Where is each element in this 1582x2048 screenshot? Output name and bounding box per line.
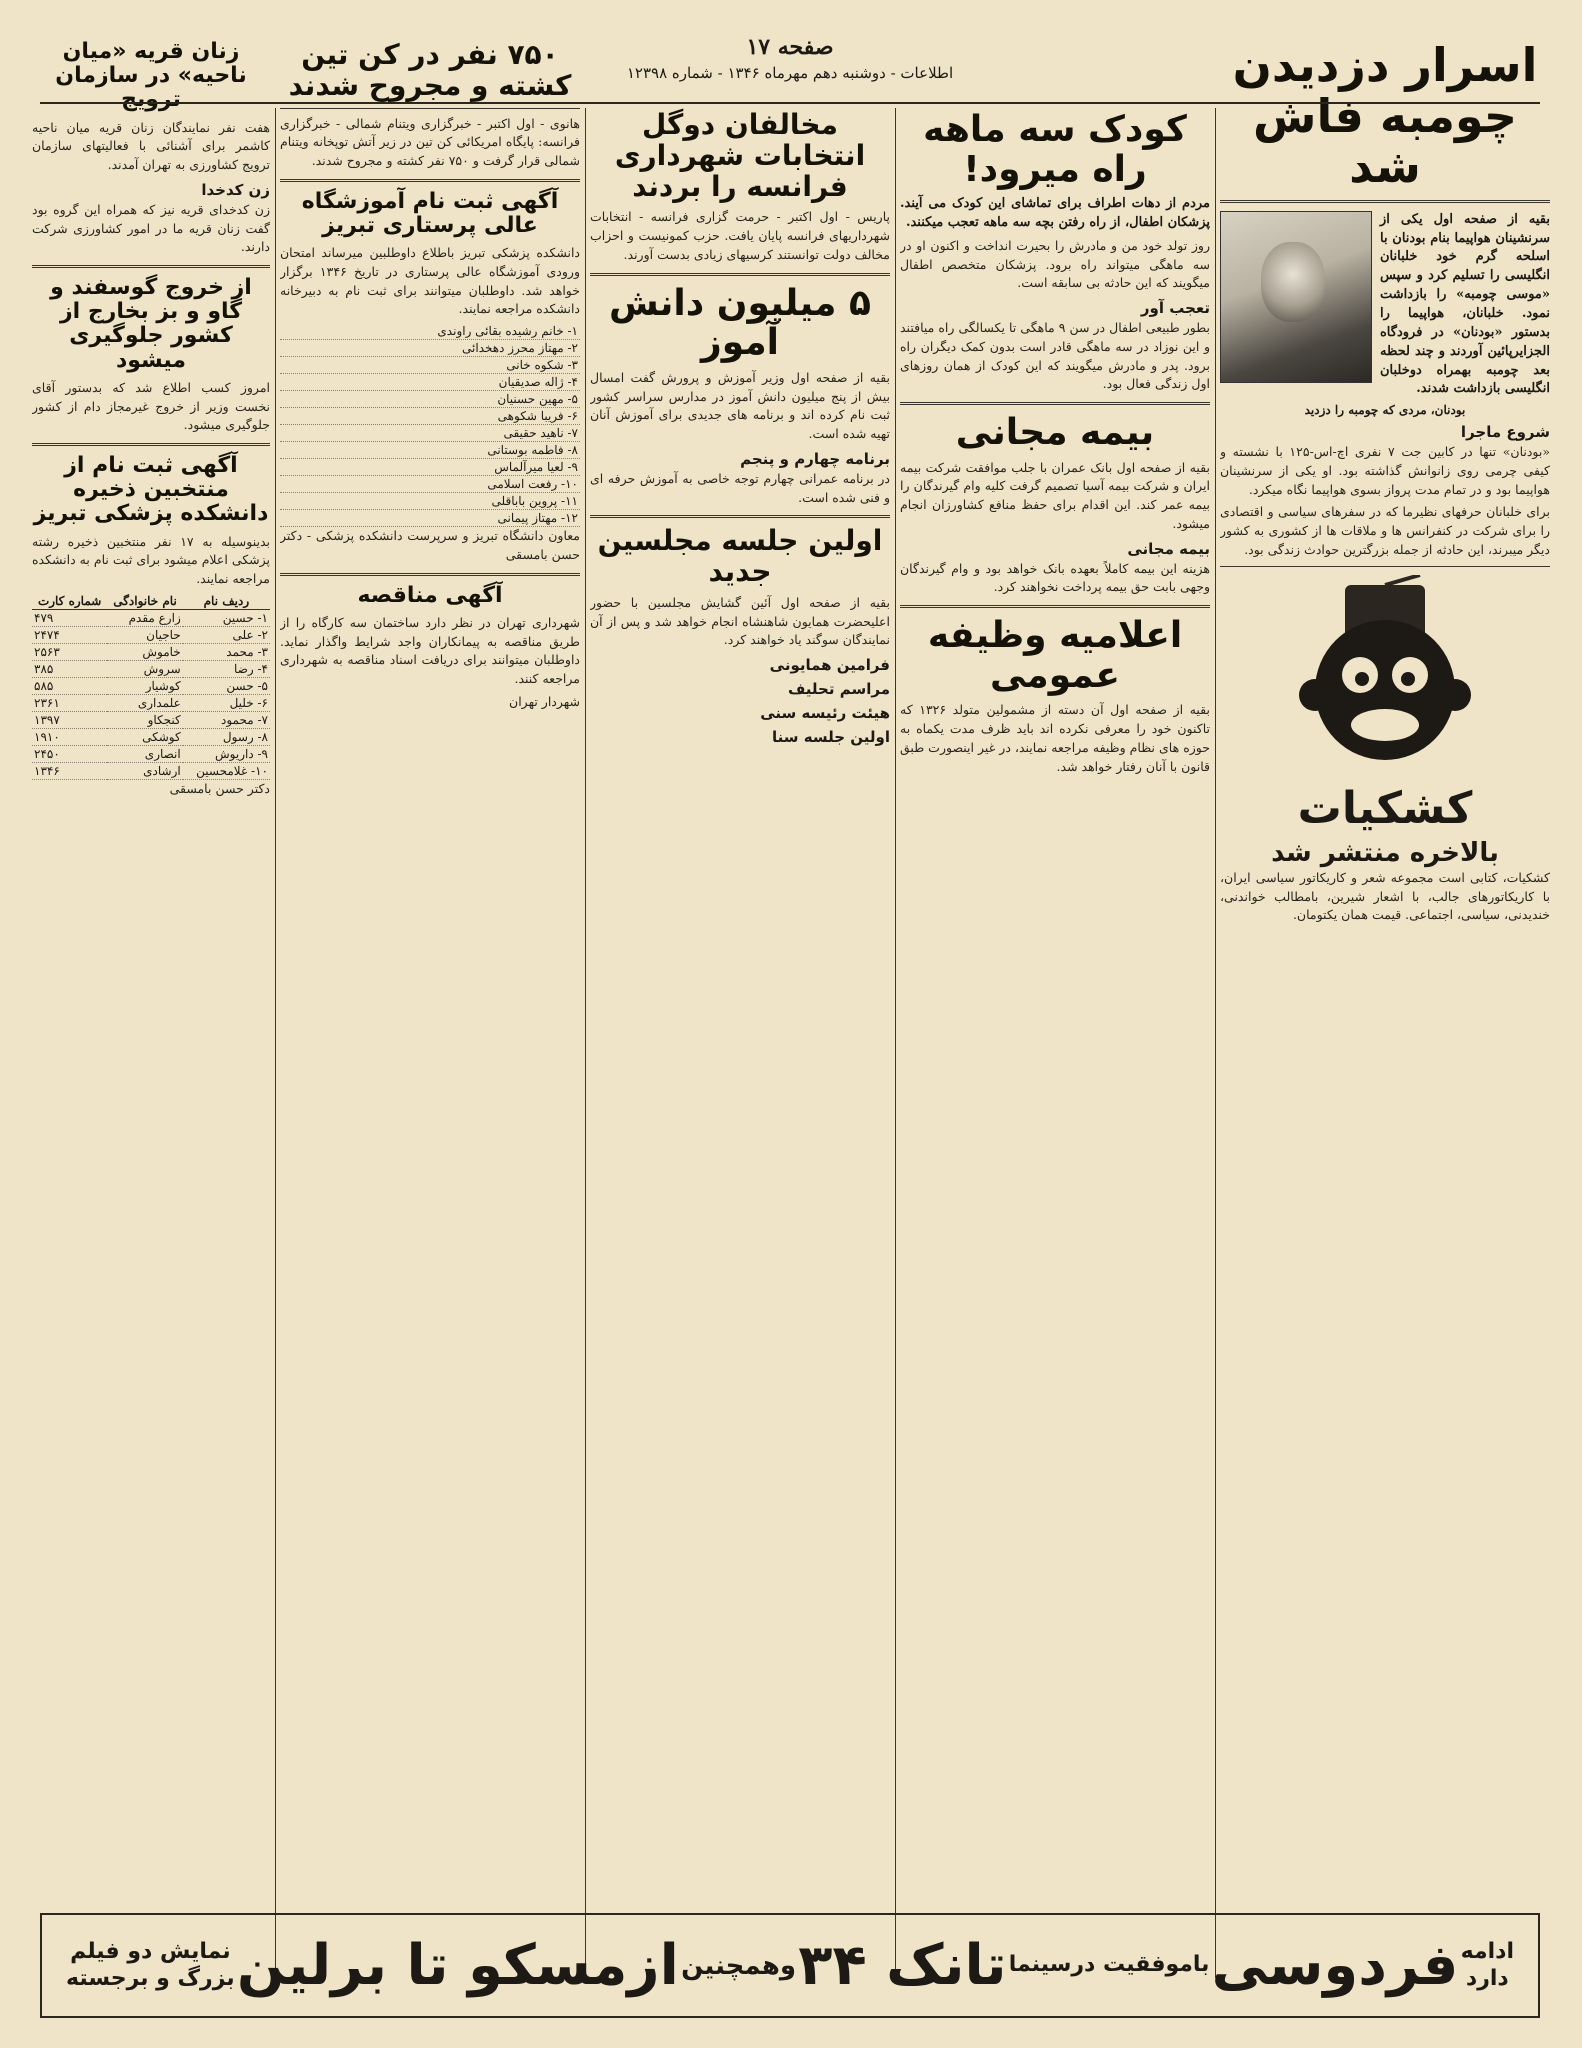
list-item-text: ۱۰- رفعت اسلامی: [280, 476, 580, 493]
table-row: [32, 711, 270, 728]
table-cell: ۱۳۹۷: [32, 711, 107, 728]
table-row: [32, 677, 270, 694]
table-cell: ۵- حسن: [183, 677, 270, 694]
list-item-text: ۳- شکوه خانی: [280, 357, 580, 374]
column-france: [590, 40, 890, 1620]
table-cell: ۵۸۵: [32, 677, 107, 694]
banner-intro-1: نمایش دو فیلم: [70, 1939, 231, 1965]
divider: [280, 573, 580, 576]
divider: [590, 273, 890, 276]
table-header: شماره کارت: [32, 593, 107, 610]
column-rule: [275, 108, 276, 1978]
column-chumbe: [1220, 40, 1550, 1620]
headline-conscription: اعلامیه وظیفه عمومی: [927, 615, 1183, 696]
banner-title-tank: تانک ۳۴: [798, 1933, 1007, 1998]
table-cell: ۷- محمود: [183, 711, 270, 728]
banner-intro: [66, 1939, 235, 1992]
divider: [32, 443, 270, 446]
article-body: دانشکده پزشکی تبریز باطلاع داوطلبین میرساند امتحان ورودی آموزشگاه عالی پرستاری در تاریخ ۱۳۴۶ برگزار خواهد شد. داوطلبان میتوانند برای ثبت نام به دبیرخانه دانشکده مراجعه نمایند.: [280, 245, 580, 317]
table-cell: ۸- رسول: [183, 728, 270, 745]
ad-brand-title: کشکیات: [1297, 782, 1473, 834]
table-cell: ۲۴۵۰: [32, 745, 107, 762]
table-row: [32, 728, 270, 745]
column-rule: [1215, 108, 1216, 1978]
list-item: [280, 425, 580, 442]
headline-livestock: از خروج گوسفند و گاو و بز بخارج از کشور جلوگیری میشود: [50, 275, 252, 373]
article-body: بقیه از صفحه اول وزیر آموزش و پرورش گفت امسال بیش از پنج میلیون دانش آموز در مدارس سراسر کشور ثبت نام کرده اند و برنامه های جدیدی برای آموزش آنان تهیه شده است.: [590, 369, 890, 442]
headline-vietnam: ۷۵۰ نفر در کن تین کشته و مجروح شدند: [288, 40, 572, 102]
subheading: فرامین همایونی: [769, 656, 890, 675]
ad-brand-text: کشکیات، کتابی است مجموعه شعر و کاریکاتور سیاسی ایران، با کاریکاتورهای جالب، با اشعار شیرین، بامطالب خواندنی، خندیدنی، سیاسی، اجتماعی. قیمت همان یکتومان.: [1220, 869, 1550, 923]
headline-france: مخالفان دوگل انتخابات شهرداری فرانسه را بردند: [614, 108, 866, 203]
banner-title-moscow: ازمسکو تا برلین: [236, 1933, 679, 1998]
column-rule: [895, 108, 896, 1978]
table-row: [32, 660, 270, 677]
article-body: هفت نفر نمایندگان زنان قریه میان ناحیه کاشمر برای آشنائی با فعالیتهای سازمان ترویج کشاورزی به تهران آمدند.: [32, 119, 270, 173]
table-cell: ۱- حسین: [183, 609, 270, 626]
table-cell: ۹- داریوش: [183, 745, 270, 762]
list-item: [280, 493, 580, 510]
divider: [900, 402, 1210, 405]
article-body: روز تولد خود من و مادرش را بحیرت انداخت و اکنون او در سه ماهگی میتواند راه برود. پزشکان متخصص اطفال میگویند که این حادثه بی سابقه است.: [900, 237, 1210, 291]
table-row: [32, 643, 270, 660]
divider: [900, 605, 1210, 608]
article-body: پاریس - اول اکتبر - حرمت گزاری فرانسه - انتخابات شهرداریهای فرانسه پایان یافت. حزب کمونیست و احزاب مخالف دولت توانستند کرسیهای زیادی بدست آورند.: [590, 209, 890, 262]
subheading: بیمه مجانی: [1127, 539, 1210, 558]
headline-chumbe: اسرار دزدیدن چومبه فاش شد: [1232, 40, 1538, 194]
table-cell: ۳- محمد: [183, 643, 270, 660]
signature: دکتر حسن بامسقی: [169, 780, 270, 796]
article-lead: بقیه از صفحه اول یکی از سرنشینان هواپیما بنام بودنان با اسلحه گرم خود خلبانان انگلیسی را تسلیم کرد و سپس «موسی چومبه» را بازداشت نمود. خلبانان، هواپیما را بدستور «بودنان» در فرودگاه الجزایرپائین آوردند و چند لحظه بعد چومبه بهمراه دوخلبان انگلیسی بازداشت شدند.: [1380, 211, 1550, 397]
article-body: «بودنان» تنها در کابین جت ۷ نفری اچ-اس-۱۲۵ با نشسته و کیفی چرمی روی زانوانش گذاشته بود. او یکی از سرنشینان هواپیما بود و در تمام مدت پرواز بسوی هواپیما نگاه میکرد.: [1220, 444, 1550, 497]
cartoon-face-icon: [1290, 575, 1480, 775]
table-header: نام خانوادگی: [107, 593, 182, 610]
table-row: [32, 745, 270, 762]
article-lead: مردم از دهات اطراف برای تماشای این کودک می آیند. پزشکان اطفال، از راه رفتن بچه سه ماهه تعجب میکنند.: [900, 196, 1210, 231]
table-cell: کنجکاو: [107, 711, 182, 728]
masthead-spacer: [590, 40, 890, 110]
article-body: بدینوسیله به ۱۷ نفر منتخبین ذخیره رشته پزشکی اعلام میشود برای ثبت نام به دانشکده مراجعه نمایند.: [32, 533, 270, 587]
subheading: هیئت رئیسه سنی: [760, 704, 890, 723]
banner-continues: [1461, 1939, 1514, 1992]
table-cell: ۱۹۱۰: [32, 728, 107, 745]
table-cell: علمداری: [107, 694, 182, 711]
list-item: [280, 340, 580, 357]
article-body: شهرداری تهران در نظر دارد ساختمان سه کارگاه را از طریق مناقصه به پیمانکاران واجد شرایط واگذار نماید. داوطلبان میتوانند برای دریافت اسناد مناقصه به شهرداری مراجعه کنند.: [280, 614, 580, 687]
headline-women: زنان قریه «میان ناحیه» در سازمان ترویج: [55, 40, 247, 113]
table-cell: ۲۳۶۱: [32, 694, 107, 711]
ad-brand-subtitle: بالاخره منتشر شد: [1271, 837, 1499, 868]
list-item-text: ۱۱- پروین باباقلی: [280, 493, 580, 510]
table-row: [32, 762, 270, 779]
article-body: بقیه از صفحه اول آن دسته از مشمولین متولد ۱۳۲۶ که تاکنون خود را معرفی نکرده اند باید ظرف مدت یکماه به حوزه های نظام وظیفه مراجعه نمایند، در غیر اینصورت طبق قانون با آنان رفتار خواهد شد.: [900, 702, 1210, 774]
list-item: [280, 442, 580, 459]
face-shape: [1261, 242, 1325, 322]
table-cell: ۱۰- غلامحسین: [183, 762, 270, 779]
list-item: [280, 323, 580, 340]
banner-continues-2: دارد: [1465, 1965, 1509, 1991]
table-cell: کوشکی: [107, 728, 182, 745]
table-cell: ۲۴۷۴: [32, 626, 107, 643]
table-cell: ۲- علی: [183, 626, 270, 643]
headline-reserve: آگهی ثبت نام از منتخبین ذخیره دانشکده پزشکی تبریز: [33, 453, 269, 527]
table-cell: ۴- رضا: [183, 660, 270, 677]
list-item-text: ۸- فاطمه بوستانی: [280, 442, 580, 459]
table-cell: ۲۵۶۳: [32, 643, 107, 660]
divider: [1220, 566, 1550, 567]
article-body: بقیه از صفحه اول بانک عمران با جلب موافقت شرکت بیمه ایران و شرکت بیمه آسیا تصمیم گرفت کلیه وام گیرندگان را بیمه عمر کند. این اقدام برای حفظ منافع کشاورزان انجام میشود.: [900, 459, 1210, 531]
subheading: برنامه چهارم و پنجم: [740, 449, 890, 468]
table-cell: ارشادی: [107, 762, 182, 779]
column-baby: [900, 40, 1210, 1620]
divider: [1220, 200, 1550, 203]
headline-tender: آگهی مناقصه: [357, 582, 503, 608]
ad-cartoon: [1220, 575, 1550, 775]
subheading: تعجب آور: [1140, 299, 1210, 318]
masthead-spacer: [900, 40, 1210, 110]
page-number: صفحه ۱۷: [746, 34, 834, 60]
list-item: [280, 510, 580, 527]
signature: معاون دانشگاه تبریز و سرپرست دانشکده پزشکی - دکتر حسن بامسقی: [280, 528, 580, 562]
table-cell: ۶- خلیل: [183, 694, 270, 711]
list-item-text: ۲- مهتاز محرز دهخدائی: [280, 340, 580, 357]
article-body: بطور طبیعی اطفال در سن ۹ ماهگی تا یکسالگی راه میافتند و این نوزاد در سه ماهگی قادر است بدون کمک دیگران راه برود. پدر و مادرش میگویند که این کودک از همان روزهای اول زندگی فعال بود.: [900, 320, 1210, 392]
cinema-banner: [40, 1913, 1540, 2018]
subheading: مراسم تحلیف: [787, 680, 890, 699]
headline-nursing: آگهی ثبت نام آموزشگاه عالی پرستاری تبریز: [301, 188, 559, 239]
table-cell: ۳۸۵: [32, 660, 107, 677]
masthead-rule: [40, 102, 1540, 104]
divider: [280, 179, 580, 182]
list-item-text: ۶- فریبا شکوهی: [280, 408, 580, 425]
table-cell: ۱۳۴۶: [32, 762, 107, 779]
subheading: اولین جلسه سنا: [772, 728, 890, 747]
banner-also: وهمچنین: [681, 1950, 797, 1981]
subheading: زن کدخدا: [201, 180, 270, 199]
table-row: [32, 626, 270, 643]
list-item-text: ۱۲- مهتاز پیمانی: [280, 510, 580, 527]
list-item: [280, 391, 580, 408]
article-body: در برنامه عمرانی چهارم توجه خاصی به آموزش حرفه ای و فنی شده است.: [590, 470, 890, 505]
list-item-text: ۷- ناهید حقیقی: [280, 425, 580, 442]
list-item-text: ۵- مهین حسنیان: [280, 391, 580, 408]
divider: [280, 108, 580, 109]
banner-cinema: فردوسی: [1211, 1933, 1459, 1998]
list-item-text: ۴- ژاله صدیقیان: [280, 374, 580, 391]
headline-insurance: بیمه مجانی: [955, 412, 1155, 454]
article-body: امروز کسب اطلاع شد که بدستور آقای نخست وزیر از خروج غیرمجاز دام از کشور جلوگیری میشود.: [32, 379, 270, 433]
list-item: [280, 459, 580, 476]
banner-continues-1: ادامه: [1460, 1939, 1514, 1965]
list-item-text: ۱- خانم رشیده بقائی راوندی: [280, 323, 580, 340]
reserve-table: [32, 593, 270, 780]
column-rule: [585, 108, 586, 1978]
table-row: [32, 609, 270, 626]
banner-cinema-pre: باموفقیت درسینما: [1008, 1952, 1210, 1978]
table-header: ردیف نام: [183, 593, 270, 610]
list-item: [280, 408, 580, 425]
table-cell: سروش: [107, 660, 182, 677]
table-cell: ۴۷۹: [32, 609, 107, 626]
article-body: برای خلبانان حرفهای نظیرما که در سفرهای سیاسی و اقتصادی را برای شرکت در کنفرانس ها و ملاقات ها از کشوری به کشور دیگر میبرند، این حادثه از جمله بزرگترین حوادث زندگی بود.: [1220, 504, 1550, 557]
banner-intro-2: بزرگ و برجسته: [66, 1965, 235, 1991]
column-vietnam: [280, 40, 580, 1620]
table-row: [32, 694, 270, 711]
article-body: بقیه از صفحه اول آئین گشایش مجلسین با حضور اعلیحضرت همایون شاهنشاه انجام خواهد شد و پس از آن نمایندگان سوگند یاد خواهند کرد.: [590, 594, 890, 648]
table-cell: خاموش: [107, 643, 182, 660]
table-cell: حاجیان: [107, 626, 182, 643]
article-body: هانوی - اول اکتبر - خبرگزاری ویتنام شمالی - خبرگزاری فرانسه: پایگاه امریکائی کن تین در زیر آتش توپخانه ویتنام شمالی قرار گرفت و ۷۵۰ نفر کشته و مجروح شدند.: [280, 115, 580, 169]
article-body: هزینه این بیمه کاملاً بعهده بانک خواهد بود و وام گیرندگان وجهی بابت حق بیمه پرداخت نخواهند کرد.: [900, 560, 1210, 595]
article-body: زن کدخدای قریه نیز که همراه این گروه بود گفت زنان قریه ما در امور کشاورزی شرکت دارند.: [32, 201, 270, 255]
table-cell: کوشیار: [107, 677, 182, 694]
portrait-photo: [1220, 211, 1372, 383]
divider: [32, 265, 270, 268]
issue-info: اطلاعات - دوشنبه دهم مهرماه ۱۳۴۶ - شماره ۱۲۳۹۸: [626, 64, 954, 82]
table-cell: انصاری: [107, 745, 182, 762]
divider: [590, 515, 890, 518]
list-item-text: ۹- لعیا میرآلماس: [280, 459, 580, 476]
headline-baby: کودک سه ماهه راه میرود!: [923, 109, 1187, 190]
nursing-list: [280, 323, 580, 527]
list-item: [280, 476, 580, 493]
table-cell: زارع مقدم: [107, 609, 182, 626]
list-item: [280, 357, 580, 374]
subheading: شروع ماجرا: [1460, 423, 1550, 442]
photo-caption: بودنان، مردی که چومبه را دزدید: [1304, 403, 1466, 418]
headline-students: ۵ میلیون دانش آموز: [609, 282, 871, 364]
headline-parliament: اولین جلسه مجلسین جدید: [597, 524, 883, 589]
list-item: [280, 374, 580, 391]
column-misc: [32, 40, 270, 1620]
signature: شهردار تهران: [509, 693, 580, 709]
